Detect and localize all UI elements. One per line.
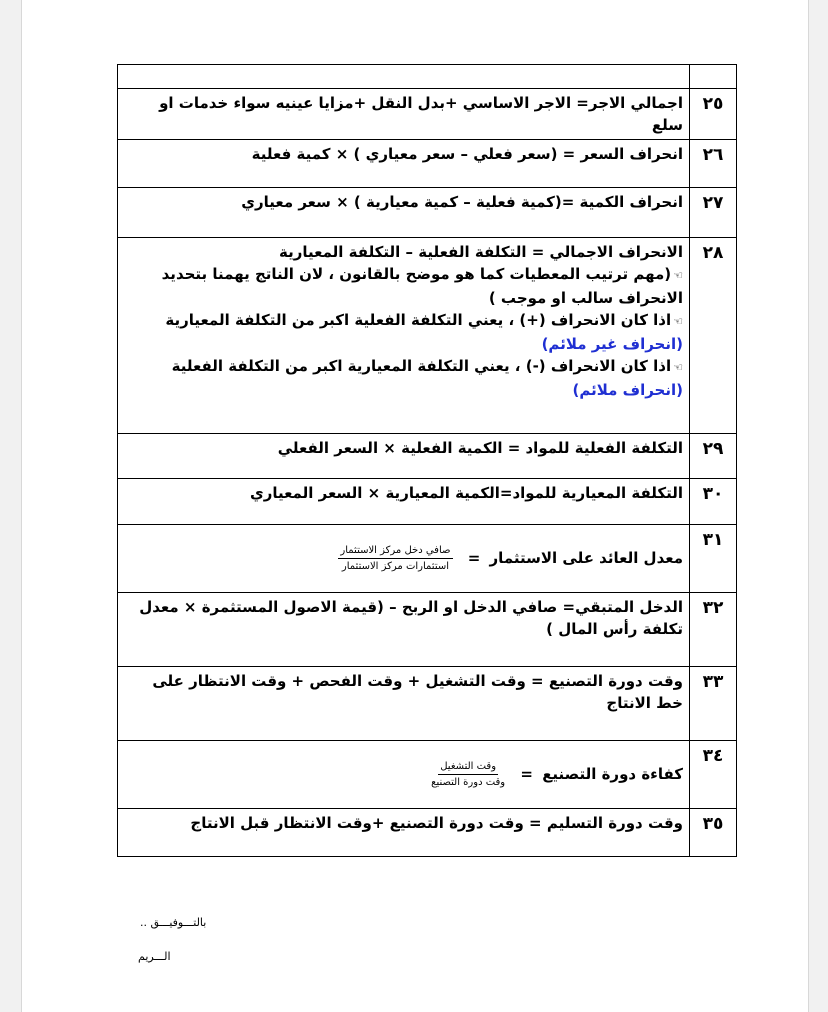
fraction-denominator: استثمارات مركز الاستثمار bbox=[341, 561, 449, 572]
table-row bbox=[118, 741, 737, 809]
row-text: اجمالي الاجر= الاجر الاساسي +بدل النقل +مزايا عينيه سواء خدمات او سلع bbox=[118, 89, 690, 140]
row-number bbox=[690, 65, 737, 89]
table-row bbox=[118, 188, 737, 238]
row-text: الدخل المتبقي= صافي الدخل او الربح – (قيمة الاصول المستثمرة × معدل تكلفة رأس المال ) bbox=[118, 593, 690, 667]
table-row bbox=[118, 89, 737, 140]
author-signature: الـــريم bbox=[138, 950, 171, 963]
fraction bbox=[431, 760, 505, 789]
row-number: ٣٥ bbox=[690, 809, 737, 857]
table-row bbox=[118, 593, 737, 667]
fraction-numerator: صافي دخل مركز الاستثمار bbox=[338, 544, 452, 559]
row-text: انحراف السعر = (سعر فعلي – سعر معياري ) × كمية فعلية bbox=[118, 140, 690, 188]
fraction-numerator: وقت التشغيل bbox=[438, 760, 498, 775]
equals-sign: = bbox=[467, 549, 481, 567]
row-text bbox=[118, 741, 690, 809]
row-number: ٢٥ bbox=[690, 89, 737, 140]
row-number: ٢٩ bbox=[690, 434, 737, 479]
table-row bbox=[118, 479, 737, 525]
row-number: ٣٠ bbox=[690, 479, 737, 525]
row-text: وقت دورة التسليم = وقت دورة التصنيع +وقت الانتظار قبل الانتاج bbox=[118, 809, 690, 857]
note-text: (مهم ترتيب المعطيات كما هو موضح بالقانون ، لان الناتج يهمنا بتحديد الانحراف سالب او موجب ) bbox=[161, 265, 683, 307]
pointing-hand-icon: ☜ bbox=[673, 269, 683, 282]
table-row bbox=[118, 238, 737, 434]
formula-line: الانحراف الاجمالي = التكلفة الفعلية – التكلفة المعيارية bbox=[279, 243, 683, 261]
table-row bbox=[118, 667, 737, 741]
row-number: ٣١ bbox=[690, 525, 737, 593]
table-row bbox=[118, 809, 737, 857]
table-row bbox=[118, 434, 737, 479]
row-number: ٣٣ bbox=[690, 667, 737, 741]
note-line bbox=[124, 309, 683, 355]
note-text: اذا كان الانحراف (-) ، يعني التكلفة المعيارية اكبر من التكلفة الفعلية bbox=[171, 357, 672, 375]
row-text: وقت دورة التصنيع = وقت التشغيل + وقت الفحص + وقت الانتظار على خط الانتاج bbox=[118, 667, 690, 741]
note-highlight: (انحراف غير ملائم) bbox=[541, 335, 683, 353]
row-text: التكلفة الفعلية للمواد = الكمية الفعلية × السعر الفعلي bbox=[118, 434, 690, 479]
row-text bbox=[118, 525, 690, 593]
note-line bbox=[124, 355, 683, 401]
row-number: ٢٦ bbox=[690, 140, 737, 188]
note-highlight: (انحراف ملائم) bbox=[572, 381, 683, 399]
pointing-hand-icon: ☜ bbox=[673, 361, 683, 374]
row-number: ٣٤ bbox=[690, 741, 737, 809]
row-text: التكلفة المعيارية للمواد=الكمية المعيارية × السعر المعياري bbox=[118, 479, 690, 525]
table-row bbox=[118, 525, 737, 593]
closing-wish: بالتـــوفيـــق .. bbox=[140, 916, 207, 929]
row-number: ٣٢ bbox=[690, 593, 737, 667]
pointing-hand-icon: ☜ bbox=[673, 315, 683, 328]
formula-lhs: كفاءة دورة التصنيع bbox=[542, 765, 683, 783]
row-text: انحراف الكمية =(كمية فعلية – كمية معيارية ) × سعر معياري bbox=[118, 188, 690, 238]
equals-sign: = bbox=[520, 765, 533, 783]
row-text bbox=[118, 65, 690, 89]
note-line bbox=[124, 263, 683, 309]
table-row bbox=[118, 65, 737, 89]
row-number: ٢٧ bbox=[690, 188, 737, 238]
fraction-denominator: وقت دورة التصنيع bbox=[431, 777, 506, 788]
row-number: ٢٨ bbox=[690, 238, 737, 434]
table-row bbox=[118, 140, 737, 188]
formula-table bbox=[117, 64, 737, 857]
row-text bbox=[118, 238, 690, 434]
formula-lhs: معدل العائد على الاستثمار bbox=[489, 549, 683, 567]
note-text: اذا كان الانحراف (+) ، يعني التكلفة الفعلية اكبر من التكلفة المعيارية bbox=[165, 311, 672, 329]
fraction bbox=[338, 544, 452, 573]
